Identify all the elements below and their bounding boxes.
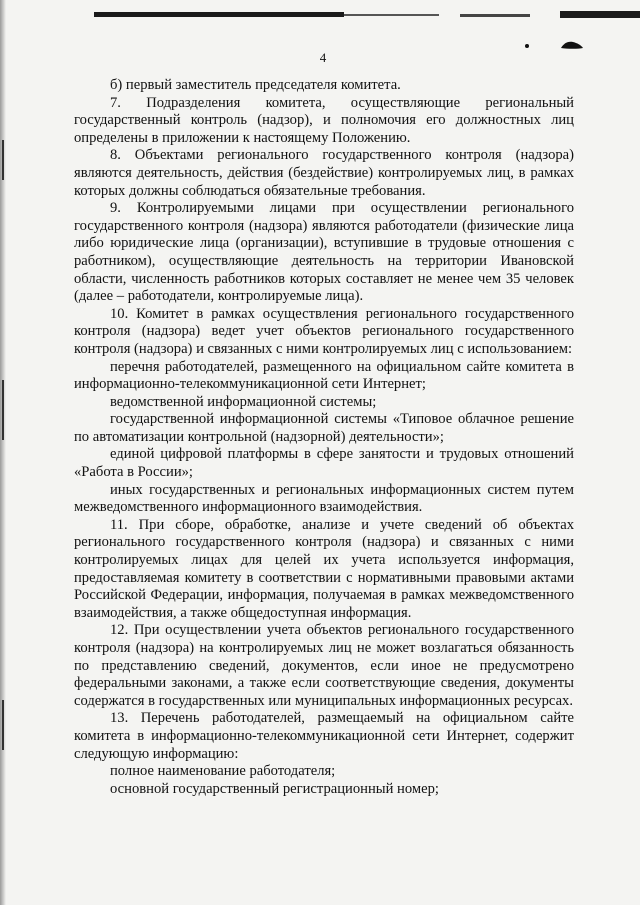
paragraph: 8. Объектами регионального государственного контроля (надзора) являются деятельность, действия (бездействие) контролируемых лиц, в рамках которых должны соблюдаться обязательные требования. [74,147,574,199]
document-body [74,77,574,798]
paragraph: 9. Контролируемыми лицами при осуществлении регионального государственного контроля (надзора) являются работодатели (физические лица либо юридические лица (организации), вступившие в трудовые отношения с работником), осуществляющие деятельность на территории Ивановской области, численность работников которых составляет не менее чем 35 человек (далее – работодатели, контролируемые лица). [74,200,574,305]
paragraph: б) первый заместитель председателя комитета. [110,77,401,93]
page-number: 4 [319,50,327,65]
list-item: ведомственной информационной системы; [110,393,377,410]
list-item: единой цифровой платформы в сфере занятости и трудовых отношений «Работа в России»; [74,446,574,481]
list-item: основной государственный регистрационный номер; [110,780,439,797]
paragraph: 12. При осуществлении учета объектов регионального государственного контроля (надзора) на контролируемых лиц не может возлагаться обязанность по представлению сведений, документов, если иное не предусмотрено федеральными законами, а также если соответствующие сведения, документы содержатся в государственных или муниципальных информационных ресурсах. [74,622,574,709]
paragraph: 13. Перечень работодателей, размещаемый на официальном сайте комитета в информационно-телекоммуникационной сети Интернет, содержит следующую информацию: [74,710,574,762]
paragraph: 7. Подразделения комитета, осуществляющие региональный государственный контроль (надзор), и полномочия его должностных лиц определены в приложении к настоящему Положению. [74,94,574,146]
scan-border-top [0,0,640,22]
scan-edge-mark [2,380,4,440]
scan-edge-mark [2,140,4,180]
scan-edge-mark [2,700,4,750]
list-item: иных государственных и региональных информационных систем путем межведомственного информационного взаимодействия. [74,481,574,516]
list-item: полное наименование работодателя; [110,763,336,780]
paragraph: 10. Комитет в рамках осуществления регионального государственного контроля (надзора) ведет учет объектов регионального государственного контроля (надзора) и связанных с ними контролируемых лиц с использованием: [74,305,574,357]
scan-edge-left [0,0,6,905]
paragraph: 11. При сборе, обработке, анализе и учете сведений об объектах регионального государственного контроля (надзора) и связанных с ними контролируемых лицах для целей их учета используется информация, предоставляемая комитету в соответствии с нормативными правовыми актами Российской Федерации, информация, получаемая в рамках межведомственного взаимодействия, а также общедоступная информация. [74,516,574,621]
list-item: государственной информационной системы «Типовое облачное решение по автоматизации контрольной (надзорной) деятельности»; [74,411,574,445]
scan-speck [525,44,529,48]
list-item: перечня работодателей, размещенного на официальном сайте комитета в информационно-телекоммуникационной сети Интернет; [74,358,574,393]
ink-blot [560,40,584,50]
